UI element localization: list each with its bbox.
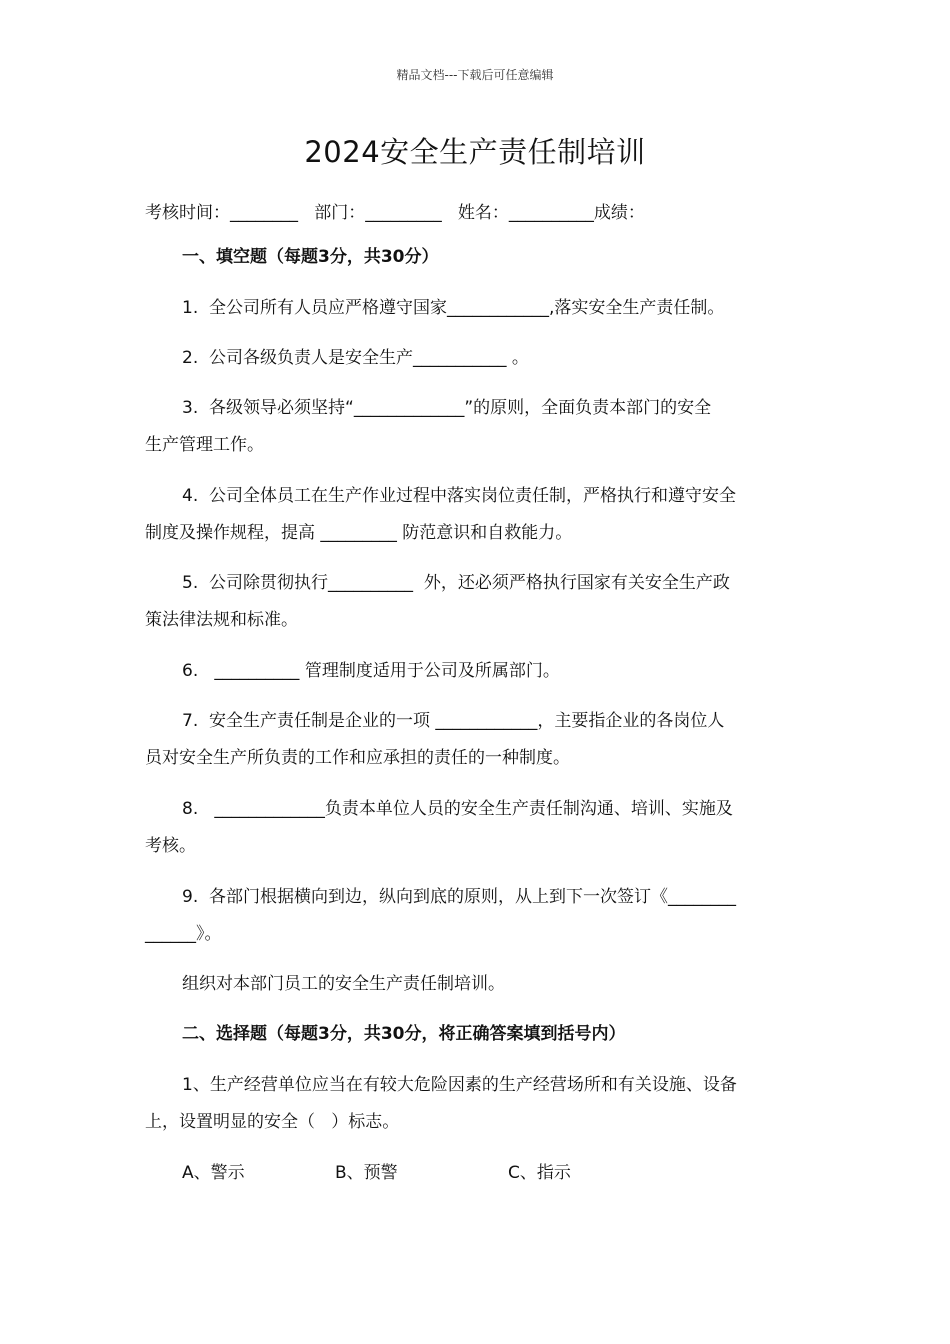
question-10: 组织对本部门员工的安全生产责任制培训。 (182, 974, 505, 994)
section-heading-multiple-choice: 二、选择题（每题3分，共30分，将正确答案填到括号内） (182, 1024, 626, 1044)
question-7-line-1: 7. 安全生产责任制是企业的一项 ____________，主要指企业的各岗位人 (182, 711, 725, 731)
question-4-line-2: 制度及操作规程，提高 _________ 防范意识和自救能力。 (145, 523, 573, 543)
question-5-line-2: 策法律法规和标准。 (145, 610, 298, 630)
question-1: 1. 全公司所有人员应严格遵守国家____________,落实安全生产责任制。 (182, 298, 725, 318)
question-3-line-2: 生产管理工作。 (145, 435, 264, 455)
question-7-line-2: 员对安全生产所负责的工作和应承担的责任的一种制度。 (145, 748, 570, 768)
question-6: 6. __________ 管理制度适用于公司及所属部门。 (182, 661, 560, 681)
question-9-line-2: ______》。 (145, 924, 222, 944)
question-8-line-2: 考核。 (145, 836, 196, 856)
option-c: C、指示 (508, 1163, 571, 1183)
choice-question-1-line-2: 上，设置明显的安全（ ）标志。 (145, 1112, 400, 1132)
section-heading-fill-blank: 一、填空题（每题3分，共30分） (182, 247, 439, 267)
question-8-line-1: 8. _____________负责本单位人员的安全生产责任制沟通、培训、实施及 (182, 799, 733, 819)
page-title: 2024安全生产责任制培训 (304, 135, 646, 169)
question-5-line-1: 5. 公司除贯彻执行__________ 外，还必须严格执行国家有关安全生产政 (182, 573, 730, 593)
question-9-line-1: 9. 各部门根据横向到边，纵向到底的原则，从上到下一次签订《________ (182, 887, 737, 907)
exam-info-line: 考核时间：________ 部门：_________ 姓名：__________成绩： (145, 203, 645, 223)
option-b: B、预警 (335, 1163, 398, 1183)
option-a: A、警示 (182, 1163, 245, 1183)
header-note: 精品文档---下载后可任意编辑 (396, 68, 554, 82)
question-3-line-1: 3. 各级领导必须坚持“_____________”的原则，全面负责本部门的安全 (182, 398, 712, 418)
question-2: 2. 公司各级负责人是安全生产___________ 。 (182, 348, 529, 368)
choice-question-1-line-1: 1、生产经营单位应当在有较大危险因素的生产经营场所和有关设施、设备 (182, 1075, 737, 1095)
question-4-line-1: 4. 公司全体员工在生产作业过程中落实岗位责任制，严格执行和遵守安全 (182, 486, 737, 506)
